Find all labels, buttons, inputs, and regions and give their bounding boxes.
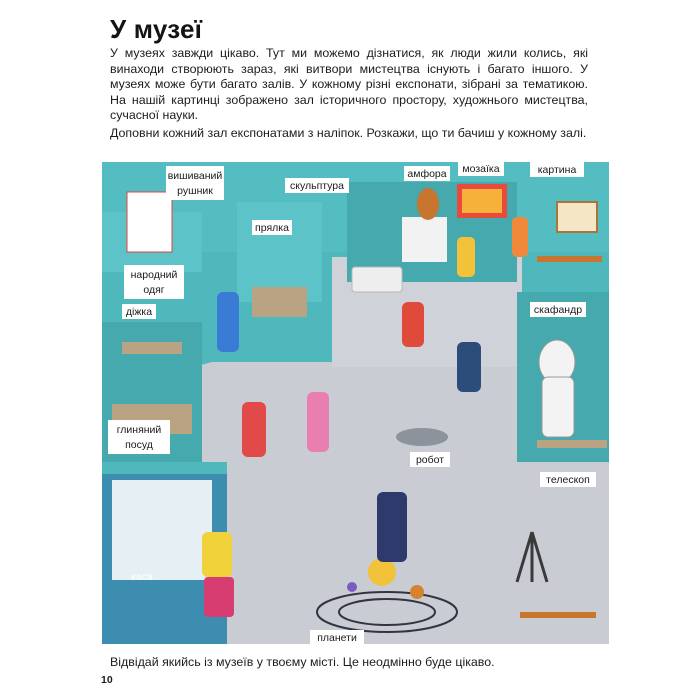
label-painting — [530, 162, 584, 177]
label-sculpture — [285, 178, 349, 193]
label-tub — [122, 304, 156, 319]
page-number: 10 — [101, 674, 113, 686]
label-painting-text: картина — [537, 164, 577, 176]
label-spinning-wheel-text: прялка — [255, 222, 289, 234]
label-spacesuit-text: скафандр — [533, 304, 583, 316]
intro-paragraph: У музеях завжди цікаво. Тут ми можемо дізнатися, як люди жили колись, які винаходи створюють зараз, які витвори мистецтва існують і багато іншого. У музеях може бути багато залів. У кожному різні експонати, зібрані за тематикою. На нашій картинці зображено зал історичного простору, художнього мистецтва, сучасної науки. — [110, 46, 588, 123]
label-folk-costume-line2: одяг — [143, 284, 165, 296]
label-embroidered-towel-line1: вишиваний — [167, 170, 223, 182]
label-embroidered-towel — [166, 166, 224, 200]
label-folk-costume — [124, 265, 184, 299]
label-clay-pottery — [108, 420, 170, 454]
task-paragraph: Доповни кожний зал експонатами з наліпок. Розкажи, що ти бачиш у кожному залі. — [110, 126, 587, 140]
page-title: У музеї — [110, 14, 203, 44]
label-spinning-wheel — [252, 220, 292, 235]
label-mosaic — [458, 162, 504, 176]
label-clay-pottery-line2: посуд — [125, 439, 153, 451]
footer-text: Відвідай якийсь із музеїв у твоєму місті. Це неодмінно буде цікаво. — [110, 655, 495, 669]
label-planets-text: планети — [317, 632, 357, 644]
label-tub-text: діжка — [125, 306, 153, 318]
label-telescope — [540, 472, 596, 487]
label-robot — [410, 452, 450, 467]
label-folk-costume-line1: народний — [130, 269, 178, 281]
label-clay-pottery-line1: глиняний — [116, 424, 162, 436]
label-embroidered-towel-line2: рушник — [177, 185, 213, 197]
label-mosaic-text: мозаїка — [462, 163, 500, 175]
label-planets — [310, 630, 364, 644]
label-ticket-office — [131, 571, 153, 583]
label-robot-text: робот — [415, 454, 445, 466]
label-amphora — [404, 166, 450, 181]
label-sculpture-text: скульптура — [289, 180, 345, 192]
label-ticket-office-text: каса — [131, 571, 153, 583]
label-amphora-text: амфора — [407, 168, 447, 180]
museum-illustration — [102, 162, 609, 644]
label-telescope-text: телескоп — [546, 474, 590, 486]
label-spacesuit — [530, 302, 586, 317]
